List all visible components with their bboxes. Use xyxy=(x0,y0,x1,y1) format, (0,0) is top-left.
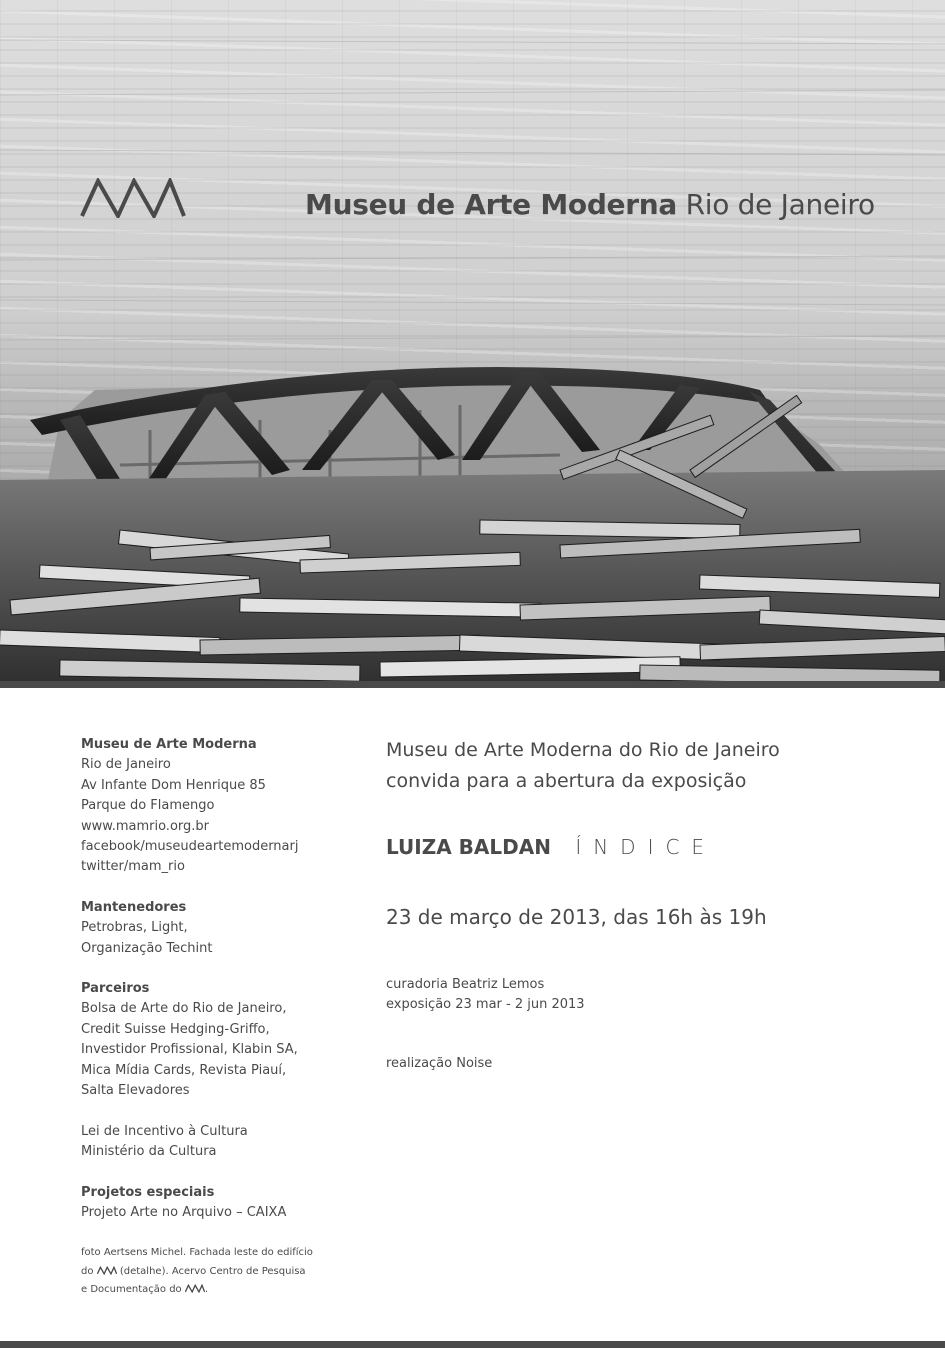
invitation-line: Museu de Arte Moderna do Rio de Janeiro xyxy=(386,739,780,761)
maintainers-line: Organização Techint xyxy=(81,940,213,956)
law-line: Lei de Incentivo à Cultura xyxy=(81,1124,248,1139)
artist-name: LUIZA BALDAN xyxy=(386,835,551,859)
credits-text: (detalhe). Acervo Centro de Pesquisa xyxy=(119,1265,306,1277)
hero-divider-band xyxy=(0,681,945,688)
special-projects-heading: Projetos especiais xyxy=(81,1185,215,1200)
maintainers-block xyxy=(81,898,321,959)
special-projects-block xyxy=(81,1183,321,1224)
maintainers-line: Petrobras, Light, xyxy=(81,920,188,936)
invitation-line: convida para a abertura da exposição xyxy=(386,770,747,792)
credits-text: e Documentação do xyxy=(81,1284,182,1296)
bottom-band xyxy=(0,1341,945,1348)
credits-line xyxy=(81,1281,313,1300)
credits-text: . xyxy=(204,1284,209,1296)
contact-line: Rio de Janeiro xyxy=(81,757,171,773)
header-title-bold: Museu de Arte Moderna xyxy=(305,188,677,221)
photo-credits xyxy=(81,1244,313,1300)
law-block xyxy=(81,1122,321,1163)
law-line: Ministério da Cultura xyxy=(81,1144,217,1160)
partners-line: Investidor Profissional, Klabin SA, xyxy=(81,1042,298,1058)
exhibition-period: exposição 23 mar - 2 jun 2013 xyxy=(386,997,585,1013)
opening-date: 23 de março de 2013, das 16h às 19h xyxy=(386,905,767,929)
exhibition-title xyxy=(386,835,716,859)
contact-line: Parque do Flamengo xyxy=(81,798,215,814)
maintainers-heading: Mantenedores xyxy=(81,900,187,915)
partners-line: Credit Suisse Hedging-Griffo, xyxy=(81,1021,270,1037)
header-title xyxy=(305,188,875,221)
credits-text: do xyxy=(81,1265,94,1277)
twitter-link: twitter/mam_rio xyxy=(81,859,185,875)
partners-line: Bolsa de Arte do Rio de Janeiro, xyxy=(81,1001,287,1017)
website-link: www.mamrio.org.br xyxy=(81,818,209,834)
partners-line: Salta Elevadores xyxy=(81,1083,190,1099)
partners-line: Mica Mídia Cards, Revista Piauí, xyxy=(81,1062,287,1078)
curator-line: curadoria Beatriz Lemos xyxy=(386,977,545,992)
mam-logo-icon xyxy=(97,1266,117,1275)
partners-heading: Parceiros xyxy=(81,981,150,996)
contact-line: Av Infante Dom Henrique 85 xyxy=(81,777,266,793)
work-title: ÍNDICE xyxy=(575,835,717,859)
header-title-regular: Rio de Janeiro xyxy=(685,188,875,221)
realization-line: realização Noise xyxy=(386,1056,493,1071)
credits-line: foto Aertsens Michel. Fachada leste do edifício xyxy=(81,1247,313,1258)
special-projects-line: Projeto Arte no Arquivo – CAIXA xyxy=(81,1205,287,1221)
mam-logo-icon xyxy=(80,178,186,218)
curator-block xyxy=(386,975,585,1016)
partners-block xyxy=(81,979,321,1101)
credits-line xyxy=(81,1263,313,1282)
contact-block xyxy=(81,735,321,878)
facebook-link: facebook/museudeartemodernarj xyxy=(81,839,299,855)
mam-logo-icon xyxy=(185,1284,205,1293)
invitation-text xyxy=(386,735,780,797)
contact-name: Museu de Arte Moderna xyxy=(81,737,257,752)
